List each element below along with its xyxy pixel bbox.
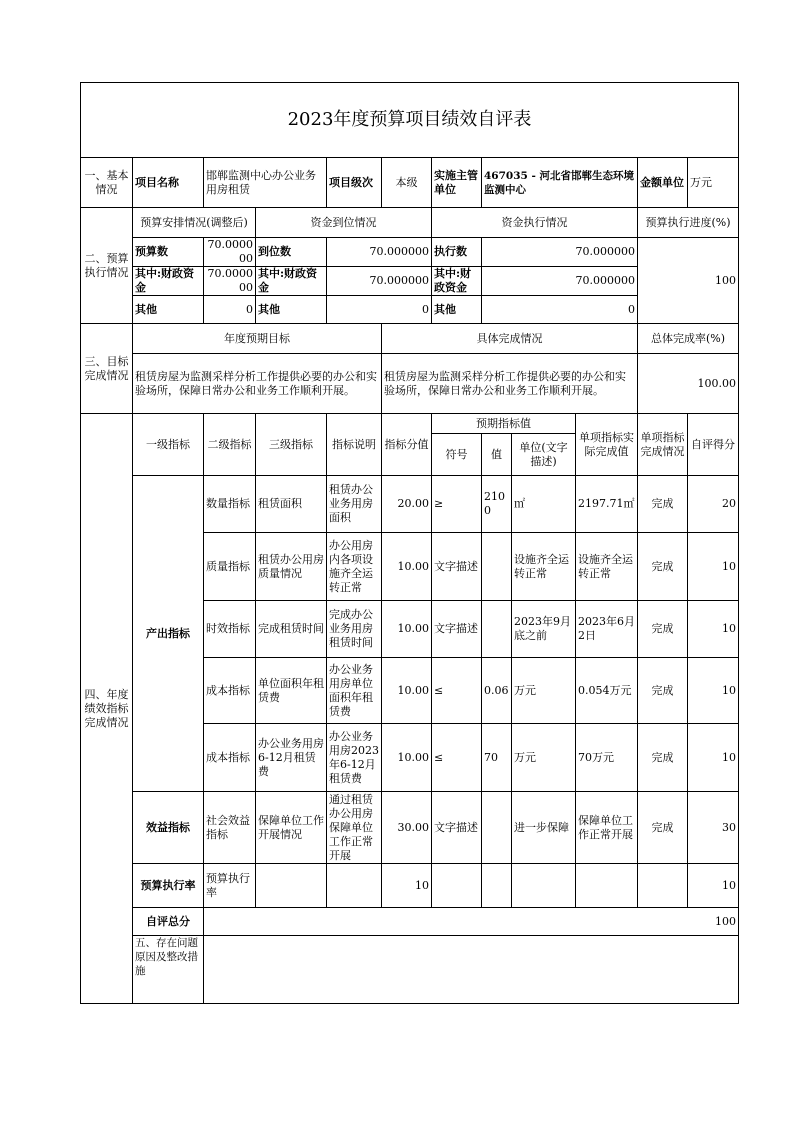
exec-row-value: 70.000000 [482,238,638,267]
indicator-l2: 成本指标 [204,724,256,792]
perf-header-sym: 符号 [432,434,482,476]
indicator-status: 完成 [638,601,688,658]
budget-row-label: 其中:财政资金 [133,267,204,296]
indicator-desc: 完成办公业务用房租赁时间 [327,601,382,658]
arrive-row-value: 70.000000 [327,267,432,296]
unit-label: 金额单位 [638,158,688,208]
exec-rate-label: 预算执行率 [133,864,204,908]
indicator-actual: 0.054万元 [576,658,638,724]
perf-header-expected: 预期指标值 [432,414,576,434]
indicator-unit: ㎡ [512,476,576,533]
goal-rate-header: 总体完成率(%) [638,324,739,354]
indicator-sym: 文字描述 [432,533,482,601]
exec-rate-status [638,864,688,908]
indicator-weight: 10.00 [382,724,432,792]
indicator-actual: 70万元 [576,724,638,792]
budget-row-label: 其他 [133,296,204,324]
goal-target-header: 年度预期目标 [133,324,382,354]
basic-section-label: 一、基本情况 [81,158,133,208]
indicator-val [482,601,512,658]
indicator-l2: 时效指标 [204,601,256,658]
indicator-actual: 2023年6月2日 [576,601,638,658]
indicator-unit: 万元 [512,724,576,792]
exec-rate-sym [432,864,482,908]
indicator-score: 10 [688,601,739,658]
exec-rate-actual [576,864,638,908]
indicator-val [482,533,512,601]
indicator-desc: 办公业务用房2023年6-12月租赁费 [327,724,382,792]
indicator-weight: 20.00 [382,476,432,533]
indicator-unit: 设施齐全运转正常 [512,533,576,601]
indicator-unit: 万元 [512,658,576,724]
indicator-status: 完成 [638,792,688,864]
budget-arrive-header: 资金到位情况 [256,208,432,238]
indicator-l3: 办公业务用房6-12月租赁费 [256,724,327,792]
evaluation-table [80,82,739,1004]
exec-rate-weight: 10 [382,864,432,908]
total-score-value: 100 [204,908,739,936]
indicator-actual: 2197.71㎡ [576,476,638,533]
indicator-score: 10 [688,533,739,601]
indicator-score: 10 [688,724,739,792]
perf-header-score: 自评得分 [688,414,739,476]
indicator-sym: ≤ [432,658,482,724]
indicator-weight: 10.00 [382,658,432,724]
budget-progress-header: 预算执行进度(%) [638,208,739,238]
indicator-l2: 质量指标 [204,533,256,601]
indicator-l3: 租赁面积 [256,476,327,533]
exec-rate-score: 10 [688,864,739,908]
indicator-actual: 保障单位工作正常开展 [576,792,638,864]
page-title: 2023年度预算项目绩效自评表 [81,83,739,158]
performance-evaluation-sheet [80,82,739,1004]
indicator-desc: 办公用房内各项设施齐全运转正常 [327,533,382,601]
indicator-val: 70 [482,724,512,792]
exec-row-label: 执行数 [432,238,482,267]
perf-header-l1: 一级指标 [133,414,204,476]
exec-rate-unit [512,864,576,908]
budget-section-label: 二、预算执行情况 [81,208,133,324]
indicator-l3: 保障单位工作开展情况 [256,792,327,864]
indicator-status: 完成 [638,658,688,724]
issues-content [204,936,739,1004]
exec-rate-val [482,864,512,908]
perf-header-l3: 三级指标 [256,414,327,476]
perf-header-actual: 单项指标实际完成值 [576,414,638,476]
dept-label: 实施主管单位 [432,158,482,208]
exec-rate-desc [327,864,382,908]
indicator-val: 2100 [482,476,512,533]
indicator-l2: 社会效益指标 [204,792,256,864]
perf-header-val: 值 [482,434,512,476]
level-label: 项目级次 [327,158,382,208]
indicator-sym: 文字描述 [432,792,482,864]
total-score-label: 自评总分 [133,908,204,936]
goal-done-header: 具体完成情况 [382,324,638,354]
exec-row-label: 其中:财政资金 [432,267,482,296]
indicator-unit: 进一步保障 [512,792,576,864]
goal-rate-value: 100.00 [638,354,739,414]
arrive-row-label: 其中:财政资金 [256,267,327,296]
goal-section-label: 三、目标完成情况 [81,324,133,414]
perf-header-weight: 指标分值 [382,414,432,476]
budget-row-value: 70.000000 [204,267,256,296]
perf-header-unit: 单位(文字描述) [512,434,576,476]
indicator-val: 0.06 [482,658,512,724]
indicator-score: 30 [688,792,739,864]
exec-rate-l3 [256,864,327,908]
goal-target-text: 租赁房屋为监测采样分析工作提供必要的办公和实验场所，保障日常办公和业务工作顺利开展。 [133,354,382,414]
indicator-val [482,792,512,864]
indicator-l2: 成本指标 [204,658,256,724]
arrive-row-value: 70.000000 [327,238,432,267]
perf-header-l2: 二级指标 [204,414,256,476]
exec-row-value: 70.000000 [482,267,638,296]
project-name-label: 项目名称 [133,158,204,208]
indicator-weight: 30.00 [382,792,432,864]
indicator-l2: 数量指标 [204,476,256,533]
level-value: 本级 [382,158,432,208]
budget-exec-header: 资金执行情况 [432,208,638,238]
budget-row-value: 0 [204,296,256,324]
issues-section-label: 五、存在问题原因及整改措施 [133,936,204,1004]
indicator-sym: ≤ [432,724,482,792]
indicator-actual: 设施齐全运转正常 [576,533,638,601]
goal-done-text: 租赁房屋为监测采样分析工作提供必要的办公和实验场所，保障日常办公和业务工作顺利开展。 [382,354,638,414]
exec-row-value: 0 [482,296,638,324]
budget-row-label: 预算数 [133,238,204,267]
dept-value: 467035 - 河北省邯郸生态环境监测中心 [482,158,638,208]
indicator-desc: 办公业务用房单位面积年租赁费 [327,658,382,724]
indicator-desc: 通过租赁办公用房保障单位工作正常开展 [327,792,382,864]
budget-progress-value: 100 [638,238,739,324]
indicator-weight: 10.00 [382,533,432,601]
exec-rate-l2: 预算执行率 [204,864,256,908]
indicator-l3: 单位面积年租赁费 [256,658,327,724]
arrive-row-value: 0 [327,296,432,324]
unit-value: 万元 [688,158,739,208]
indicator-status: 完成 [638,533,688,601]
indicator-status: 完成 [638,476,688,533]
perf-section-label: 四、年度绩效指标完成情况 [81,414,133,1004]
budget-row-value: 70.000000 [204,238,256,267]
perf-header-status: 单项指标完成情况 [638,414,688,476]
indicator-sym: ≥ [432,476,482,533]
indicator-weight: 10.00 [382,601,432,658]
indicator-l3: 租赁办公用房质量情况 [256,533,327,601]
arrive-row-label: 其他 [256,296,327,324]
budget-plan-header: 预算安排情况(调整后) [133,208,256,238]
project-name-value: 邯郸监测中心办公业务用房租赁 [204,158,327,208]
indicator-score: 10 [688,658,739,724]
indicator-l3: 完成租赁时间 [256,601,327,658]
indicator-desc: 租赁办公业务用房面积 [327,476,382,533]
indicator-sym: 文字描述 [432,601,482,658]
arrive-row-label: 到位数 [256,238,327,267]
output-indicator-label: 产出指标 [133,476,204,792]
benefit-indicator-label: 效益指标 [133,792,204,864]
exec-row-label: 其他 [432,296,482,324]
indicator-score: 20 [688,476,739,533]
perf-header-desc: 指标说明 [327,414,382,476]
indicator-unit: 2023年9月底之前 [512,601,576,658]
indicator-status: 完成 [638,724,688,792]
